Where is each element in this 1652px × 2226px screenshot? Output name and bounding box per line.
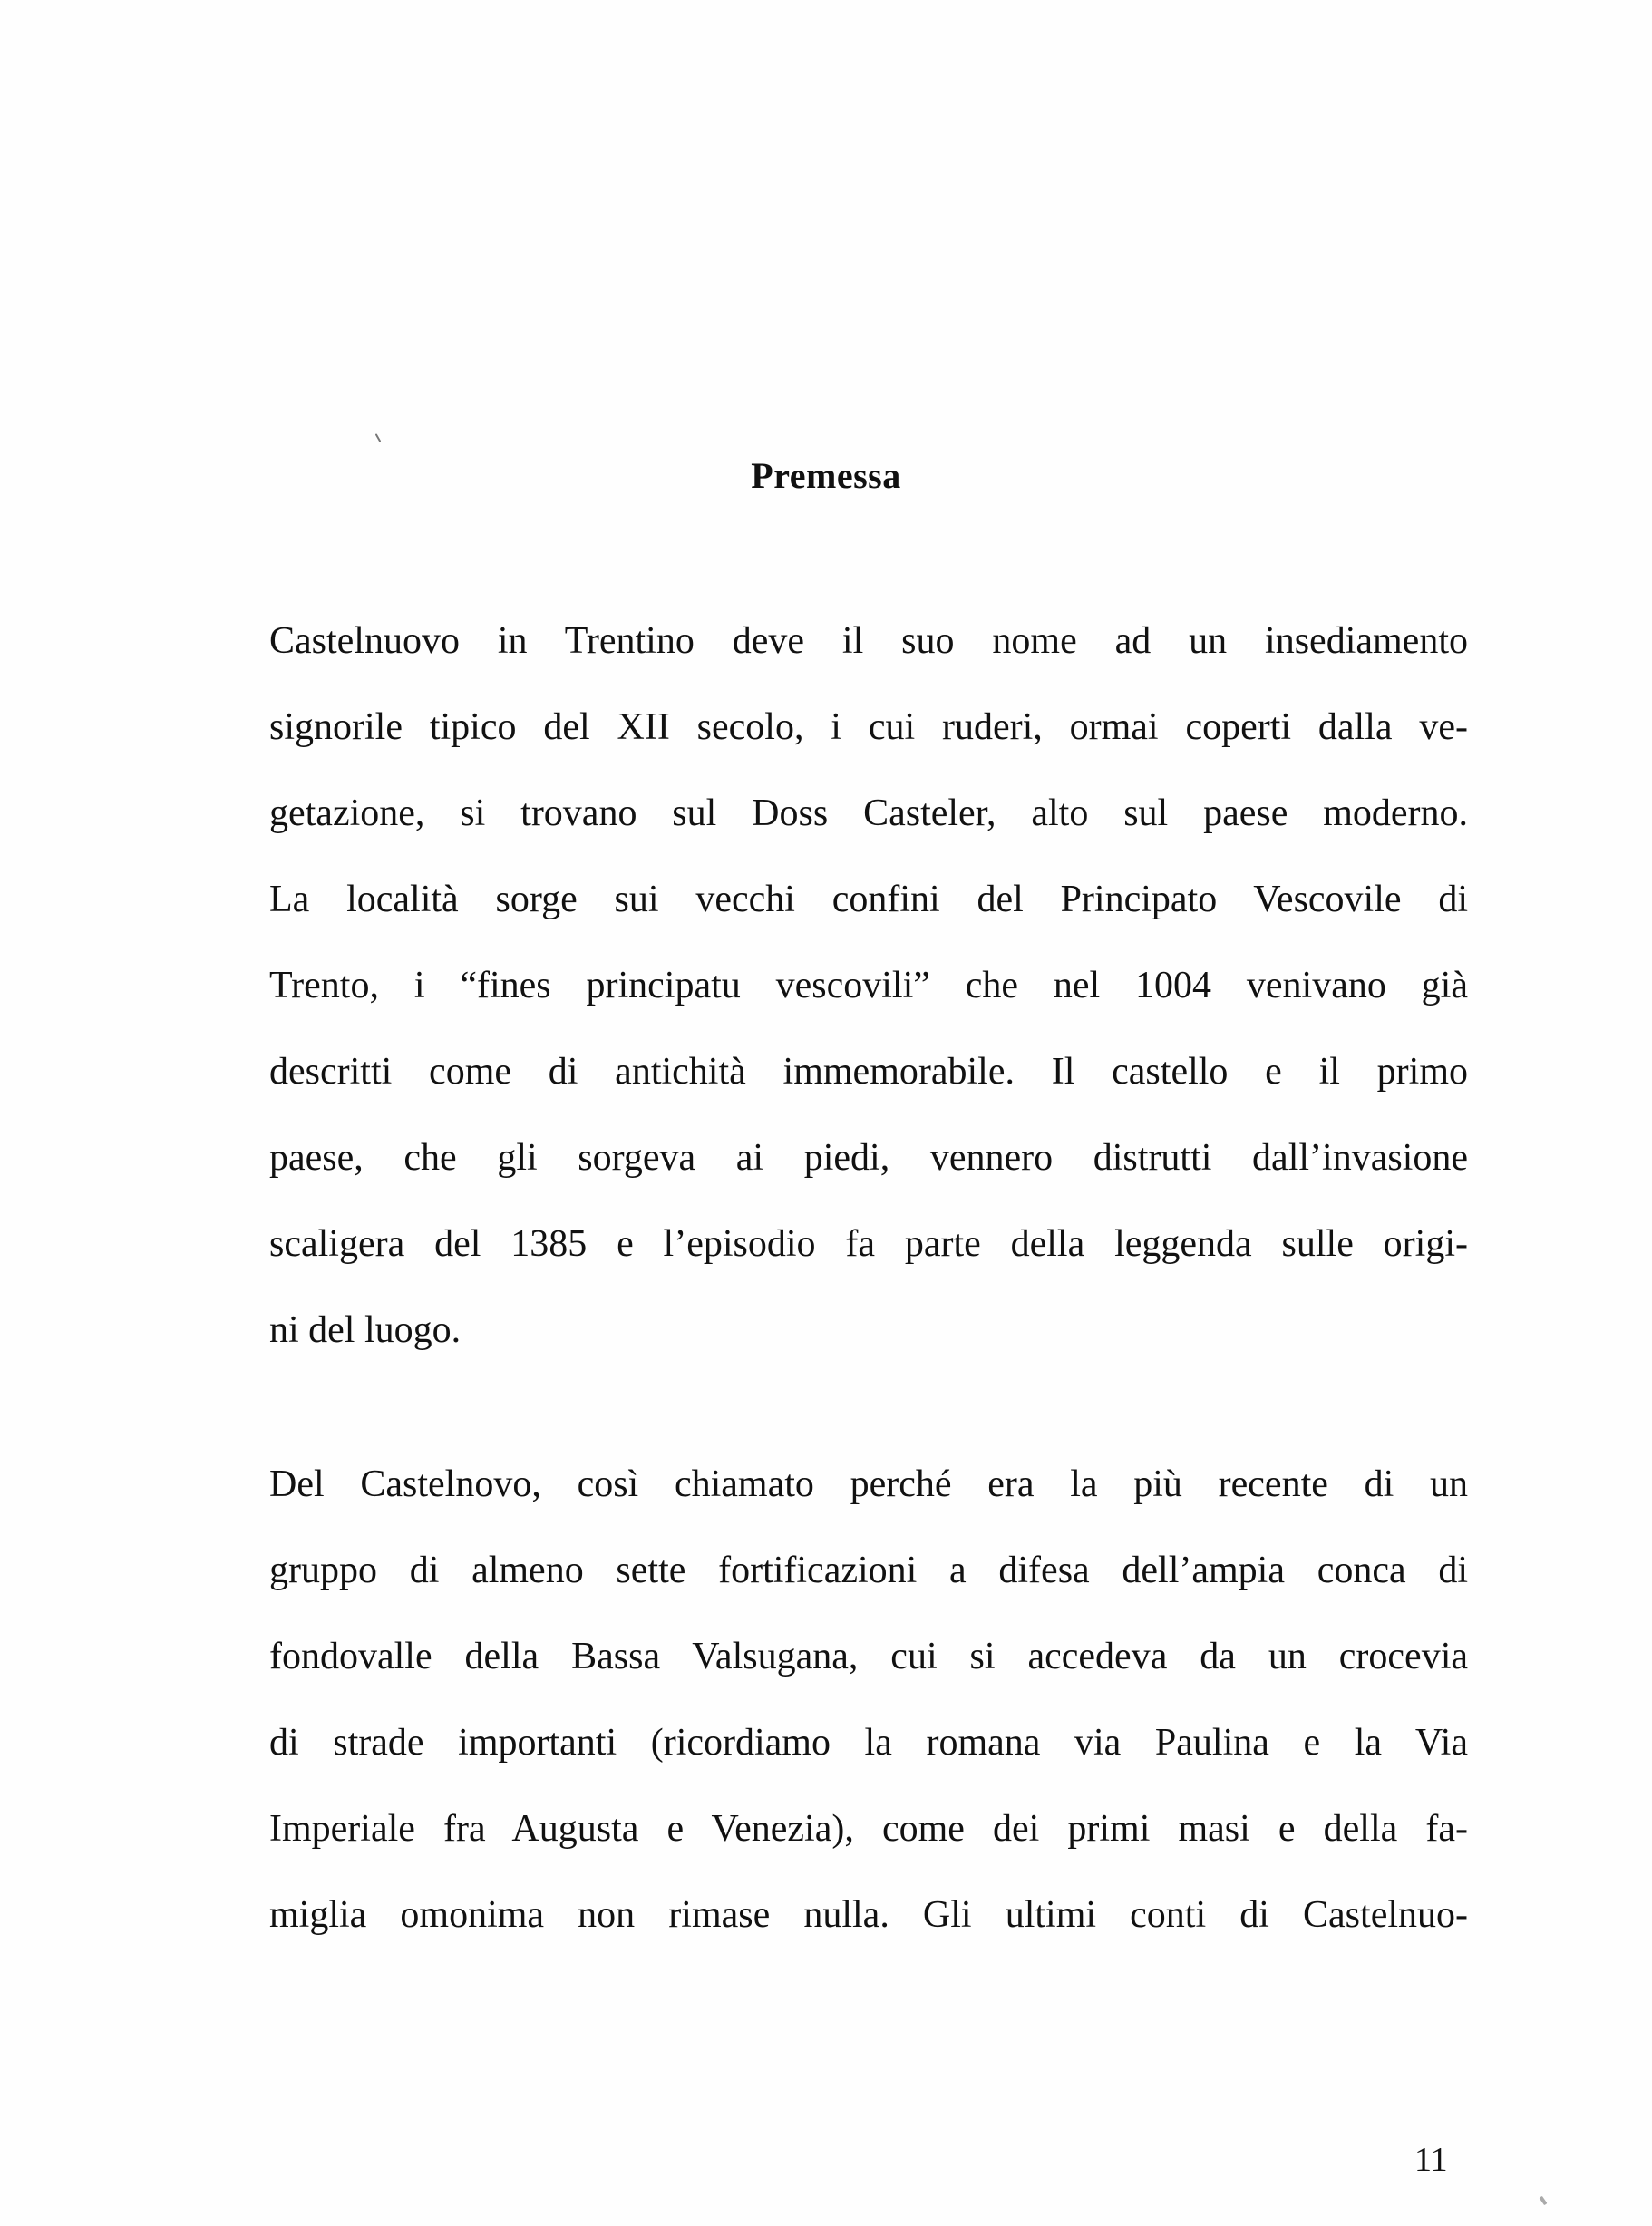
page-number: 11 (1414, 2141, 1448, 2179)
text-line: miglia omonima non rimase nulla. Gli ultimi conti di Castelnuo- (269, 1894, 1468, 1936)
text-line: ni del luogo. (269, 1309, 462, 1351)
text-line: Imperiale fra Augusta e Venezia), come dei primi masi e della fa- (269, 1808, 1468, 1850)
text-line: La località sorge sui vecchi confini del Principato Vescovile di (269, 879, 1468, 920)
paragraph-2 (269, 1442, 1468, 1959)
text-line: signorile tipico del XII secolo, i cui ruderi, ormai coperti dalla ve- (269, 706, 1468, 748)
scan-mark (375, 433, 382, 442)
text-line: scaligera del 1385 e l’episodio fa parte della leggenda sulle origi- (269, 1223, 1468, 1265)
scan-mark (1539, 2196, 1547, 2205)
paragraph-1 (269, 598, 1468, 1374)
text-line: di strade importanti (ricordiamo la romana via Paulina e la Via (269, 1722, 1468, 1764)
text-line: Castelnuovo in Trentino deve il suo nome ad un insediamento (269, 620, 1468, 662)
text-line: getazione, si trovano sul Doss Casteler, alto sul paese moderno. (269, 792, 1468, 834)
text-line: Del Castelnovo, così chiamato perché era la più recente di un (269, 1463, 1468, 1505)
text-line: descritti come di antichità immemorabile. Il castello e il primo (269, 1051, 1468, 1093)
text-line: gruppo di almeno sette fortificazioni a difesa dell’ampia conca di (269, 1550, 1468, 1591)
text-line: Trento, i “fines principatu vescovili” che nel 1004 venivano già (269, 965, 1468, 1006)
text-line: fondovalle della Bassa Valsugana, cui si accedeva da un crocevia (269, 1636, 1468, 1677)
text-line: paese, che gli sorgeva ai piedi, vennero distrutti dall’invasione (269, 1137, 1468, 1179)
page-title: Premessa (751, 455, 901, 496)
